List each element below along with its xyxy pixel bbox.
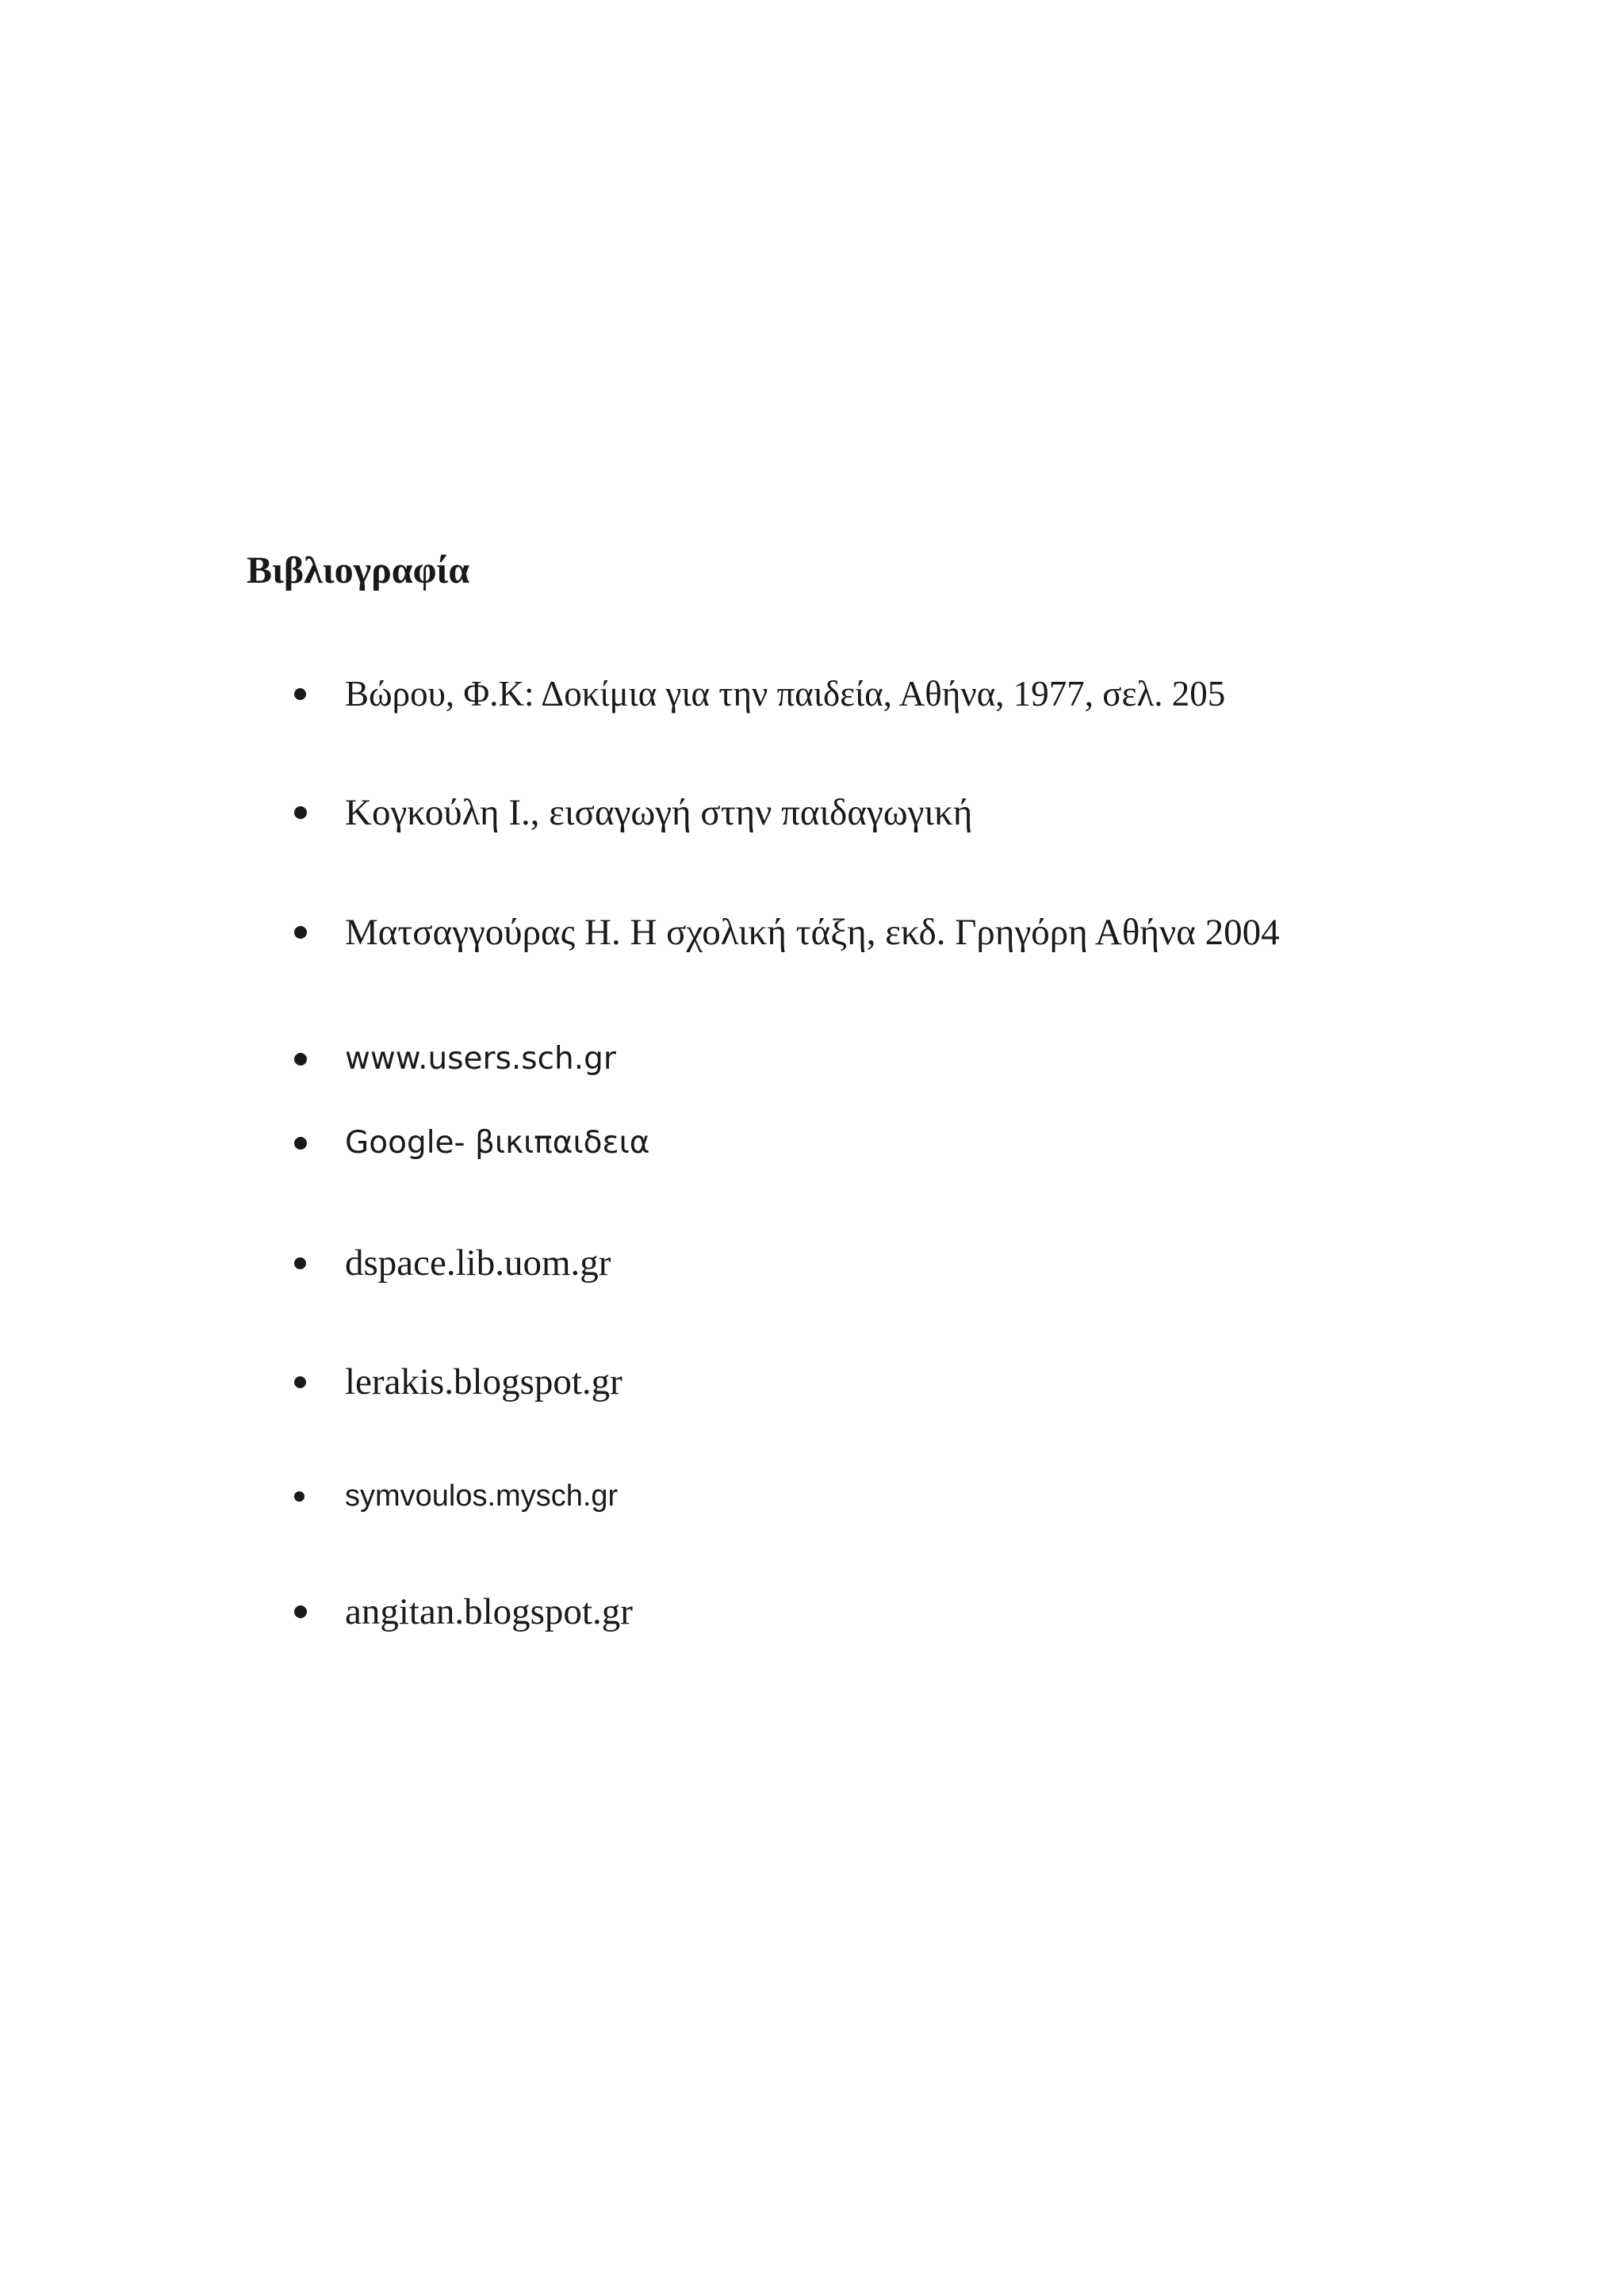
entry-text: symvoulos.mysch.gr [345,1479,619,1513]
bullet-icon [294,1053,307,1066]
entry-text: lerakis.blogspot.gr [345,1361,622,1402]
bullet-icon [294,1491,304,1502]
bullet-icon [294,1605,307,1618]
bullet-icon [294,806,307,819]
entry-text: Κογκούλη Ι., εισαγωγή στην παιδαγωγική [345,792,973,833]
bullet-icon [294,926,307,939]
entry-text: Ματσαγγούρας Η. Η σχολική τάξη, εκδ. Γρηγόρη Αθήνα 2004 [345,912,1280,953]
entry-text: dspace.lib.uom.gr [345,1242,611,1284]
entry-text: www.users.sch.gr [345,1041,616,1077]
entry-text: Google- βικιπαιδεια [345,1125,650,1161]
bullet-icon [294,1257,306,1269]
entry-text: Βώρου, Φ.Κ: Δοκίμια για την παιδεία, Αθήνα, 1977, σελ. 205 [345,674,1226,714]
entry-text: angitan.blogspot.gr [345,1591,633,1632]
bullet-icon [294,1137,307,1150]
bibliography-heading: Βιβλιογραφία [247,549,470,591]
bullet-icon [294,1376,306,1388]
bullet-icon [294,688,306,700]
